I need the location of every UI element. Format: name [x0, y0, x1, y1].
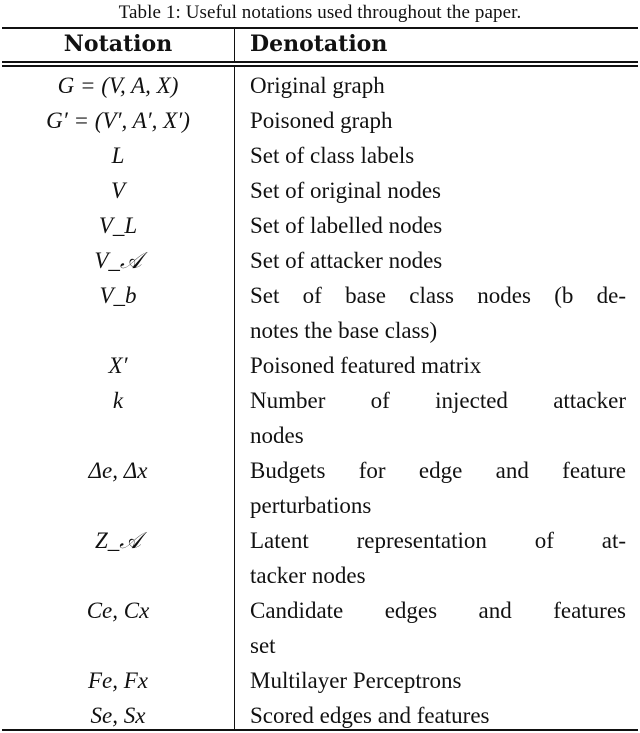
notation-cell: Ce, Cx: [86, 598, 150, 623]
notation-cell: Δe, Δx: [88, 458, 148, 483]
table-row: [0, 523, 640, 593]
denotation-line: Set of original nodes: [250, 178, 441, 203]
header-rule-1: [2, 61, 638, 63]
denotation-line: Budgets for edge and feature: [250, 458, 626, 483]
table-row: [0, 593, 640, 663]
denotation-line: Latent representation of at-: [250, 528, 626, 553]
notation-cell: G′ = (V′, A′, X′): [46, 108, 190, 133]
denotation-line: Number of injected attacker: [250, 388, 626, 413]
notation-cell: G = (V, A, X): [57, 73, 179, 98]
denotation-cell: [250, 663, 626, 698]
denotation-cell: [250, 243, 626, 278]
notation-cell: V_L: [98, 213, 138, 238]
denotation-line: Original graph: [250, 73, 385, 98]
denotation-line: Candidate edges and features: [250, 598, 626, 623]
denotation-cell: [250, 68, 626, 103]
denotation-line: Set of class labels: [250, 143, 415, 168]
denotation-cell: [250, 208, 626, 243]
notation-cell: X′: [108, 353, 128, 378]
table-row: [0, 663, 640, 698]
table-row: [0, 453, 640, 523]
table-row: [0, 138, 640, 173]
table-row: [0, 278, 640, 348]
table-row: [0, 68, 640, 103]
header-notation: Notation: [63, 31, 173, 57]
denotation-cell: [250, 383, 626, 453]
denotation-cell: [250, 138, 626, 173]
denotation-line: Poisoned featured matrix: [250, 353, 482, 378]
table-row: [0, 348, 640, 383]
denotation-cell: [250, 173, 626, 208]
header-rule-2: [2, 65, 638, 67]
denotation-cell: [250, 278, 626, 348]
denotation-cell: [250, 698, 626, 733]
column-divider-header: [234, 27, 235, 61]
denotation-line: Set of base class nodes (b de-: [250, 283, 626, 308]
notation-cell: V: [110, 178, 126, 203]
table-row: [0, 208, 640, 243]
denotation-line: tacker nodes: [250, 563, 366, 588]
notation-cell: Z_𝒜: [94, 528, 142, 553]
denotation-line: Poisoned graph: [250, 108, 393, 133]
table-row: [0, 173, 640, 208]
denotation-line: set: [250, 633, 276, 658]
denotation-cell: [250, 348, 626, 383]
denotation-line: perturbations: [250, 493, 372, 518]
notation-cell: V_b: [99, 283, 137, 308]
denotation-cell: [250, 453, 626, 523]
header-denotation: Denotation: [250, 31, 388, 57]
denotation-cell: [250, 523, 626, 593]
table-row: [0, 103, 640, 138]
table-row: [0, 698, 640, 733]
denotation-line: Multilayer Perceptrons: [250, 668, 462, 693]
table-row: [0, 243, 640, 278]
denotation-line: Set of labelled nodes: [250, 213, 443, 238]
denotation-line: Set of attacker nodes: [250, 248, 443, 273]
denotation-line: Scored edges and features: [250, 703, 490, 728]
table-caption: Table 1: Useful notations used throughout the paper.: [118, 2, 522, 23]
notation-cell: Se, Sx: [90, 703, 146, 728]
denotation-line: nodes: [250, 423, 304, 448]
table-row: [0, 383, 640, 453]
notation-cell: L: [111, 143, 125, 168]
denotation-cell: [250, 103, 626, 138]
denotation-line: notes the base class): [250, 318, 438, 343]
notation-cell: Fe, Fx: [87, 668, 148, 693]
notation-cell: k: [112, 388, 124, 413]
notation-cell: V_𝒜: [94, 248, 142, 273]
denotation-cell: [250, 593, 626, 663]
